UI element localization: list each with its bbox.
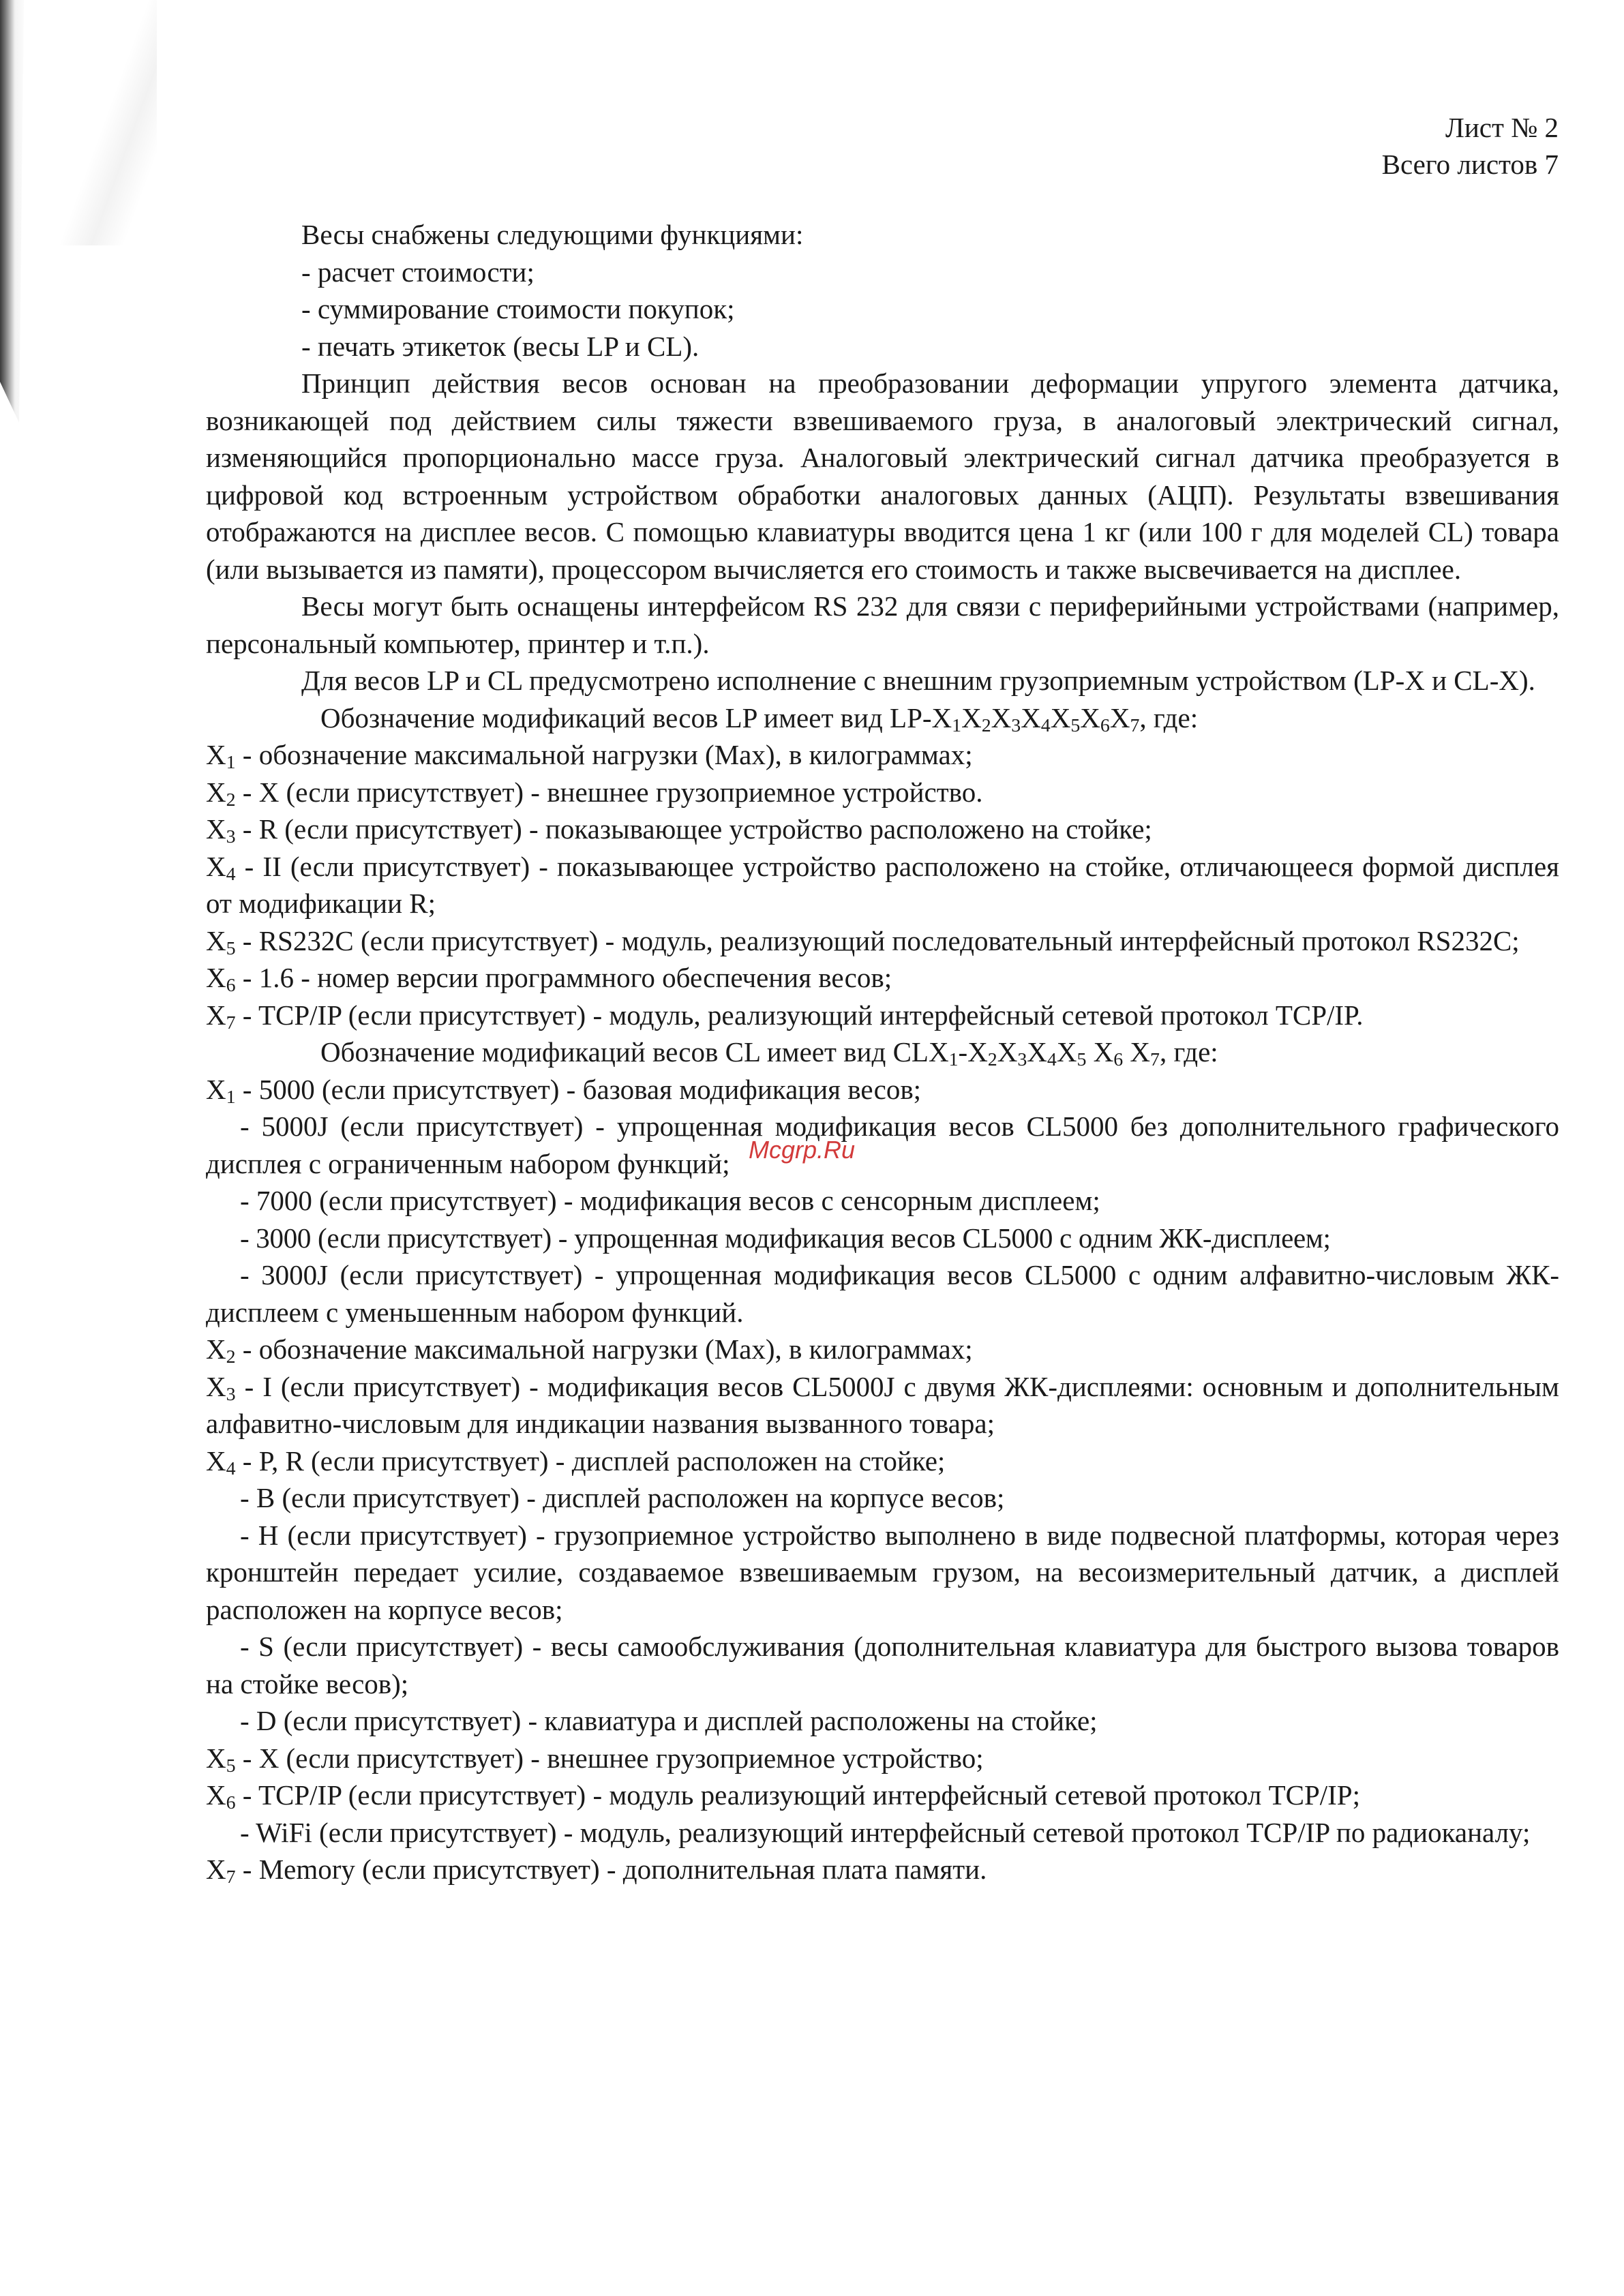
functions-intro: Весы снабжены следующими функциями: xyxy=(301,219,804,250)
lp-designation-heading: Обозначение модификаций весов LP имеет вид $LP-X_1X_2X_3X_4X_5X_6X_7$, где: xyxy=(320,701,1199,736)
cl-x1-option: - 5000J (если присутствует) - упрощенная модификация весов CL5000 без дополнительного графического дисплея с ограниченным набором функций; xyxy=(206,1111,1559,1179)
sheet-number: Лист № 2 xyxy=(1445,112,1559,143)
cl-x2: $X_2$ - обозначение максимальной нагрузки (Max), в килограммах; xyxy=(206,1333,973,1368)
external-device-paragraph: Для весов LP и CL предусмотрено исполнение с внешним грузоприемным устройством (LP-X и CL-X). xyxy=(301,665,1535,696)
cl-x7: $X_7$ - Memory (если присутствует) - дополнительная плата памяти. xyxy=(206,1854,987,1888)
cl-x4: $X_4$ - P, R (если присутствует) - дисплей расположен на стойке; xyxy=(206,1445,946,1479)
lp-x1: $X_1$ - обозначение максимальной нагрузки (Max), в килограммах; xyxy=(206,739,973,774)
cl-x6: $X_6 - TCP/IP$ (если присутствует) - модуль реализующий интерфейсный сетевой протокол TCP/IP; xyxy=(206,1779,1360,1814)
lp-x4: $X_4$ - II (если присутствует) - показывающее устройство расположено на стойке, отличающееся формой дисплея от модификации R; xyxy=(206,850,1559,919)
lp-x7: $X_7 - TCP/IP$ (если присутствует) - модуль, реализующий интерфейсный сетевой протокол TCP/IP. xyxy=(206,999,1364,1033)
sheet-header xyxy=(1382,109,1559,183)
cl-x1: $X_1 - 5000$ (если присутствует) - базовая модификация весов; xyxy=(206,1073,922,1108)
function-item: - печать этикеток (весы LP и CL). xyxy=(301,330,700,362)
cl-x1-option: - 3000 (если присутствует) - упрощенная модификация весов CL5000 с одним ЖК-дисплеем; xyxy=(240,1222,1331,1254)
lp-x5: $X_5 - RS232C$ (если присутствует) - модуль, реализующий последовательный интерфейсный протокол RS232C; xyxy=(206,924,1520,959)
document-body xyxy=(206,216,1559,1888)
cl-x4-option: - S (если присутствует) - весы самообслуживания (дополнительная клавиатура для быстрого вызова товаров на стойке весов); xyxy=(206,1631,1559,1700)
lp-x6: $X_6 - 1.6$ - номер версии программного обеспечения весов; xyxy=(206,962,892,997)
lp-x3: $X_3$ - R (если присутствует) - показывающее устройство расположено на стойке; xyxy=(206,813,1152,848)
cl-x5: $X_5$ - X (если присутствует) - внешнее грузоприемное устройство; xyxy=(206,1742,984,1777)
sheet-total: Всего листов 7 xyxy=(1381,149,1559,180)
interface-paragraph: Весы могут быть оснащены интерфейсом RS 232 для связи с периферийными устройствами (например, персональный компьютер, принтер и т.п.). xyxy=(206,590,1559,659)
function-item: - расчет стоимости; xyxy=(301,256,535,288)
function-item: - суммирование стоимости покупок; xyxy=(301,293,735,324)
cl-x6-option: - WiFi (если присутствует) - модуль, реализующий интерфейсный сетевой протокол TCP/IP по радиоканалу; xyxy=(240,1816,1531,1848)
cl-x1-option: - 3000J (если присутствует) - упрощенная модификация весов CL5000 с одним алфавитно-числовым ЖК-дисплеем с уменьшенным набором функций. xyxy=(206,1259,1559,1328)
cl-x4-option: - B (если присутствует) - дисплей расположен на корпусе весов; xyxy=(240,1482,1005,1513)
cl-designation-heading: Обозначение модификаций весов CL имеет вид $CLX_1-X_2X_3X_4X_5$ $X_6$ $X_7$, где: xyxy=(320,1036,1218,1071)
cl-x1-option: - 7000 (если присутствует) - модификация весов с сенсорным дисплеем; xyxy=(240,1185,1100,1216)
cl-x3: $X_3$ - I (если присутствует) - модификация весов CL5000J с двумя ЖК-дисплеями: основным и дополнительным алфавитно-числовым для индикации названия вызванного товара; xyxy=(206,1370,1559,1439)
watermark: Mcgrp.Ru xyxy=(749,1136,856,1164)
scan-fold xyxy=(27,0,157,245)
principle-paragraph: Принцип действия весов основан на преобразовании деформации упругого элемента датчика, возникающей под действием силы тяжести взвешиваемого груза, в аналоговый электрический сигнал, изменяющийся пропорционально массе груза. Аналоговый электрический сигнал датчика преобразуется в цифровой код встроенным устройством обработки аналоговых данных (АЦП). Результаты взвешивания отображаются на дисплее весов. С помощью клавиатуры вводится цена 1 кг (или 100 г для моделей CL) товара (или вызывается из памяти), процессором вычисляется его стоимость и также высвечивается на дисплее. xyxy=(206,367,1559,585)
lp-x2: $X_2$ - X (если присутствует) - внешнее грузоприемное устройство. xyxy=(206,776,983,811)
cl-x4-option: - H (если присутствует) - грузоприемное устройство выполнено в виде подвесной платформы, которая через кронштейн передает усилие, создаваемое взвешиваемым грузом, на весоизмерительный датчик, а дисплей расположен на корпусе весов; xyxy=(206,1519,1559,1625)
cl-x4-option: - D (если присутствует) - клавиатура и дисплей расположены на стойке; xyxy=(240,1705,1098,1736)
